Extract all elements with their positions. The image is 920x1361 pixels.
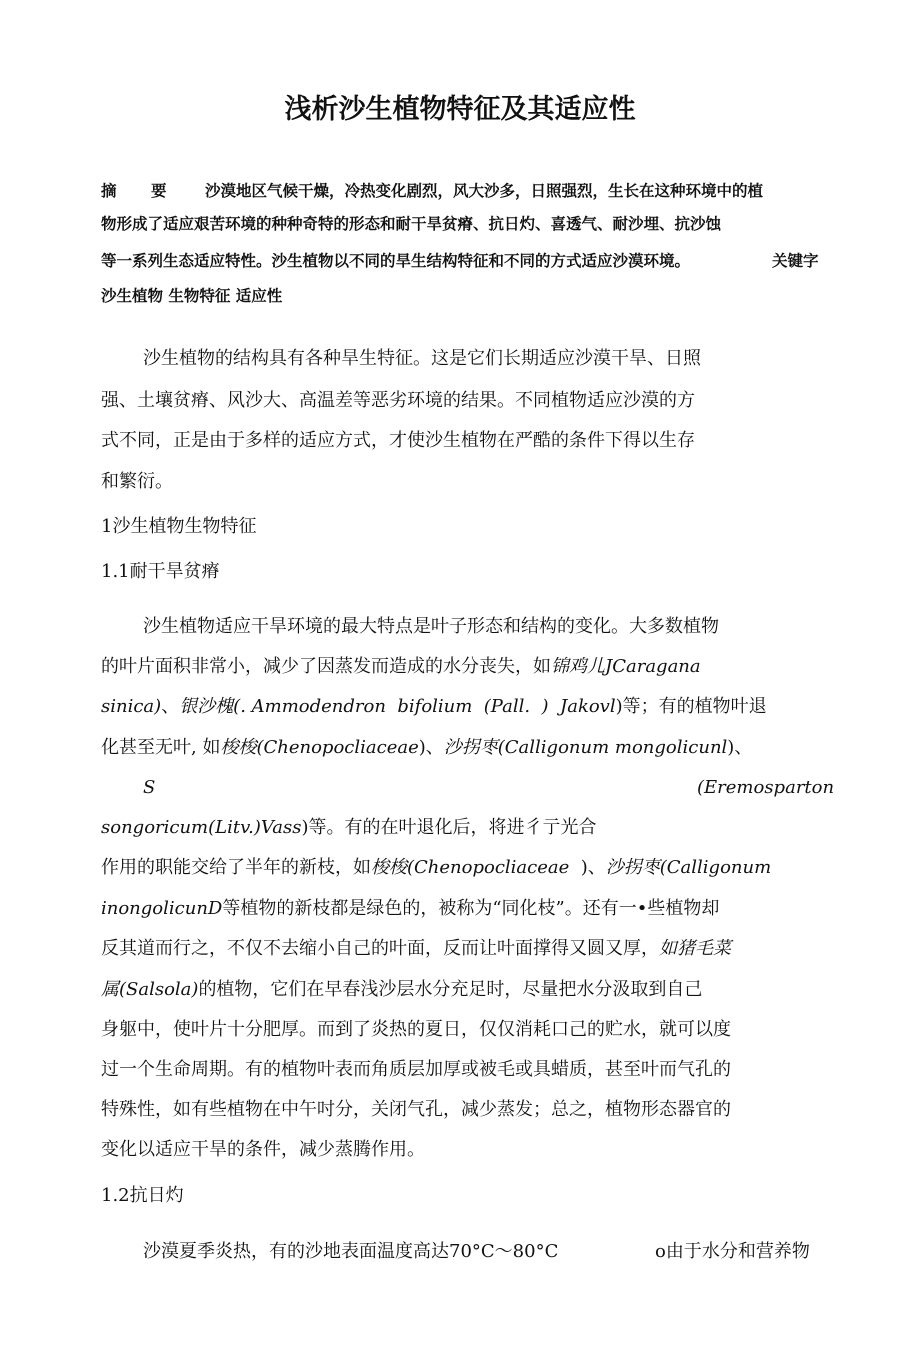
species-name: sinica)	[101, 696, 162, 717]
text-run: 的叶片面积非常小，减少了因蒸发而造成的水分丧失，如	[101, 656, 551, 677]
keywords-label: 关键字	[772, 252, 819, 270]
paragraph-line: 变化以适应干旱的条件，减少蒸腾作用。	[101, 1139, 425, 1160]
abstract-line: 沙漠地区气候干燥，冷热变化剧烈，风大沙多，日照强烈，生长在这种环境中的植	[205, 182, 764, 200]
abstract-line: 等一系列生态适应特性。沙生植物以不同的旱生结构特征和不同的方式适应沙漠环境。	[101, 252, 691, 270]
section-heading-1: 1沙生植物生物特征	[101, 516, 257, 537]
paragraph-line	[101, 816, 596, 840]
species-name: 锦鸡儿JCaragana	[551, 656, 701, 677]
paragraph-line: 过一个生命周期。有的植物叶表而角质层加厚或被毛或具蜡质，甚至叶而气孔的	[101, 1059, 731, 1080]
species-name: 沙拐枣(Calligonum mongolicunl	[443, 737, 728, 758]
text-run: )等；有的植物叶退	[615, 696, 767, 717]
text-run: 的植物，它们在早春浅沙层水分充足时，尽量把水分汲取到自己	[198, 979, 703, 1000]
text-run: 作用的职能交给了半年的新枝，如	[101, 857, 371, 878]
paragraph-line	[101, 897, 719, 921]
paragraph-line: 身躯中，使叶片十分肥厚。而到了炎热的夏日，仅仅消耗口己的贮水，就可以度	[101, 1019, 731, 1040]
text-run: 化甚至无叶, 如	[101, 737, 221, 758]
paragraph-line	[101, 736, 752, 760]
species-name: inongolicunD	[101, 898, 223, 919]
species-name: S	[143, 777, 156, 798]
paragraph-line	[101, 655, 701, 679]
paragraph-line: 沙生植物的结构具有各种旱生特征。这是它们长期适应沙漠干旱、日照	[143, 348, 701, 369]
paragraph-line	[101, 695, 767, 719]
species-name: 属(Salsola)	[101, 979, 199, 1000]
species-name: 沙拐枣(Calligonum	[605, 857, 772, 878]
section-heading-1-1: 1.1耐干旱贫瘠	[101, 561, 220, 582]
species-name: (Eremosparton	[697, 777, 835, 798]
species-name: 梭梭(Chenopocliaceae	[371, 857, 581, 878]
abstract-line: 物形成了适应艰苦环境的种种奇特的形态和耐干旱贫瘠、抗日灼、喜透气、耐沙埋、抗沙蚀	[101, 215, 722, 233]
species-name: 梭梭(Chenopocliaceae	[220, 737, 419, 758]
document-title: 浅析沙生植物特征及其适应性	[284, 94, 636, 125]
paragraph-line: o由于水分和营养物	[655, 1241, 810, 1262]
paragraph-line: 沙漠夏季炎热，有的沙地表面温度高达70°C～80°C	[143, 1241, 559, 1262]
species-name: songoricum(Litv.)Vass	[101, 817, 302, 838]
paragraph-line: 式不同，正是由于多样的适应方式，才使沙生植物在严酷的条件下得以生存	[101, 430, 695, 451]
paragraph-line	[101, 937, 731, 961]
paragraph-line	[101, 978, 702, 1002]
keywords: 沙生植物 生物特征 适应性	[101, 287, 283, 305]
paragraph-line	[101, 856, 771, 880]
abstract-label-1: 摘	[101, 182, 117, 200]
abstract-label-2: 要	[151, 182, 167, 200]
section-heading-1-2: 1.2抗日灼	[101, 1185, 184, 1206]
text-run: )、	[418, 737, 444, 758]
paragraph-line: 和繁衍。	[101, 471, 173, 492]
paragraph-line: 沙生植物适应干旱环境的最大特点是叶子形态和结构的变化。大多数植物	[143, 616, 719, 637]
text-run: )、	[580, 857, 606, 878]
text-run: 、	[161, 696, 180, 717]
text-run: )、	[727, 737, 753, 758]
paragraph-line: 特殊性，如有些植物在中午吋分，关闭气孔，减少蒸发；总之，植物形态器官的	[101, 1099, 731, 1120]
species-name: 如猪毛菜	[659, 938, 731, 959]
text-run: 等植物的新枝都是绿色的，被称为“同化枝”。还有一•些植物却	[222, 898, 720, 919]
species-name: 银沙槐(. Ammodendron bifolium (Pall. ) Jakovl	[179, 696, 616, 717]
text-run: 反其道而行之，不仅不去缩小自己的叶面，反而让叶面撑得又圆又厚，	[101, 938, 659, 959]
paragraph-line: 强、土壤贫瘠、风沙大、高温差等恶劣环境的结果。不同植物适应沙漠的方	[101, 390, 695, 411]
text-run: )等。有的在叶退化后，将进彳亍光合	[301, 817, 597, 838]
